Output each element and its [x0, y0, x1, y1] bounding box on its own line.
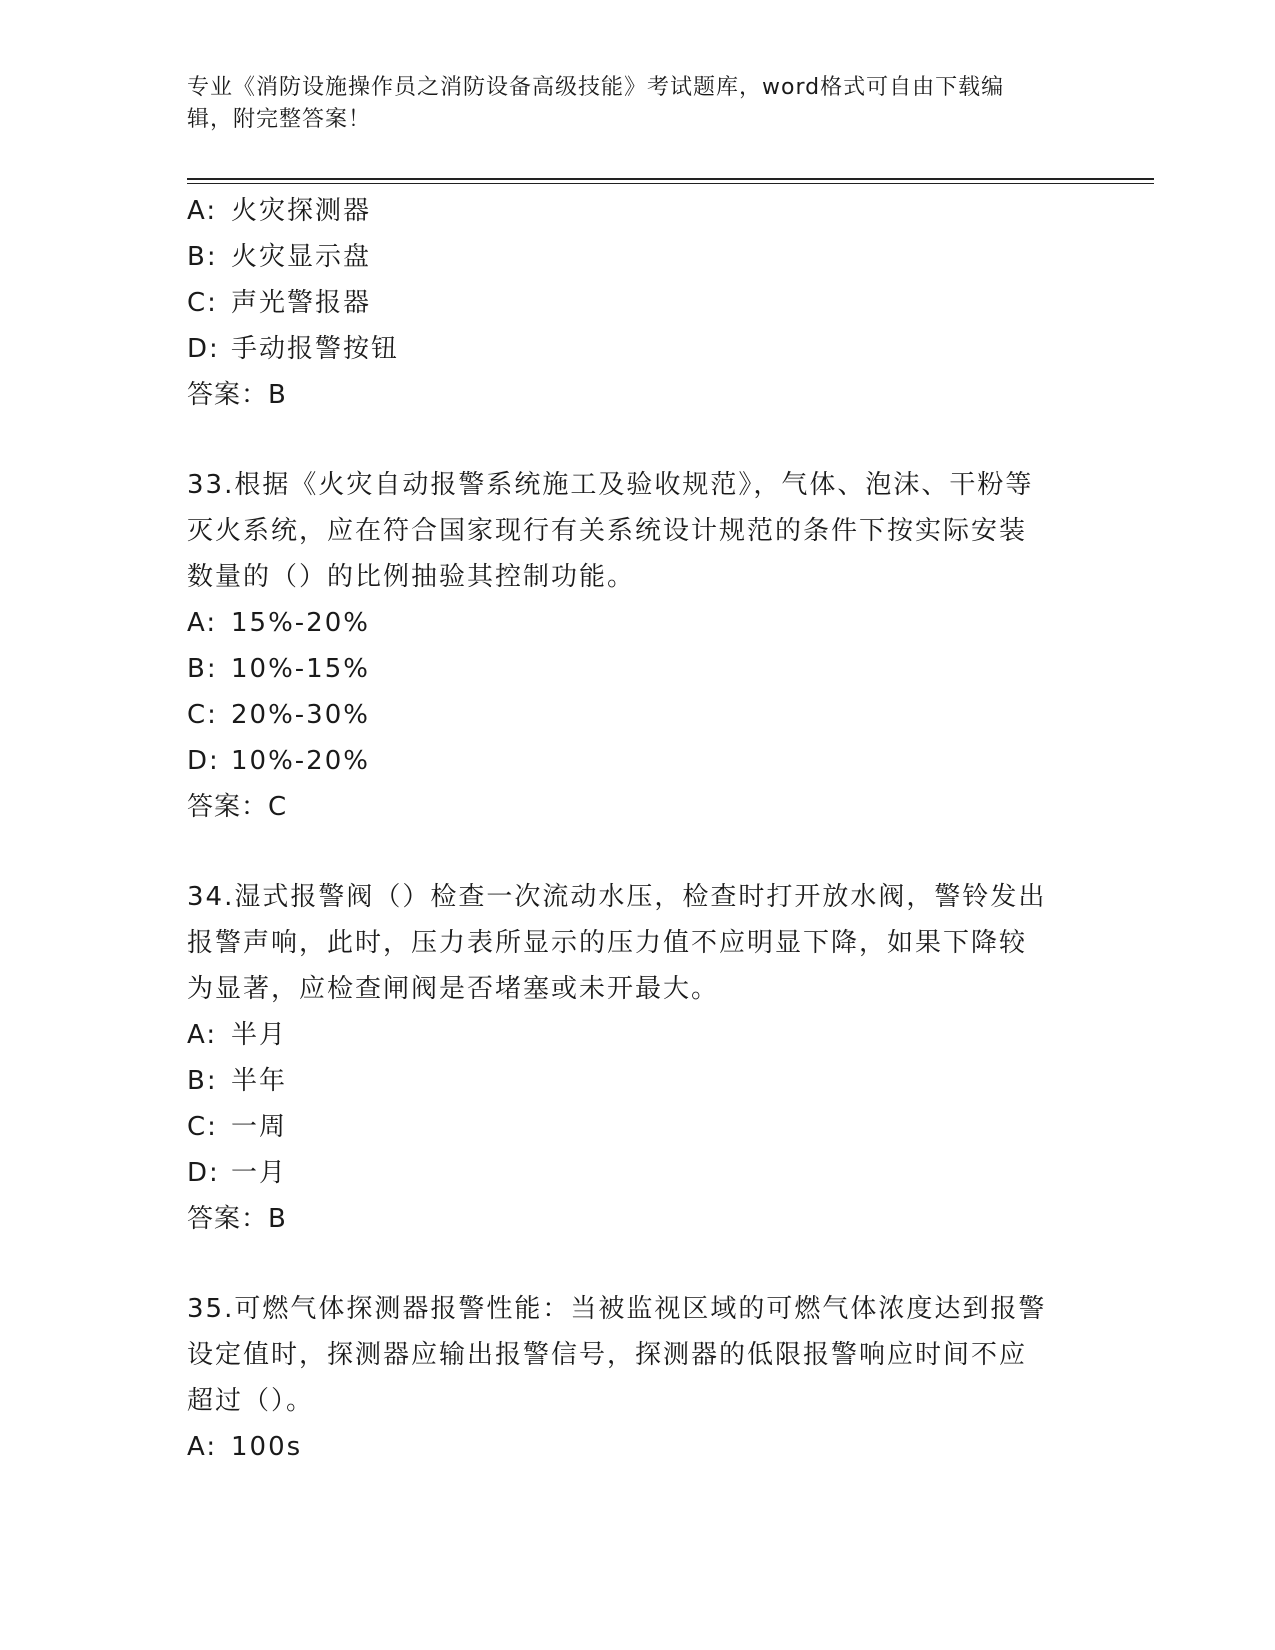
- option-d: [187, 1150, 1087, 1196]
- option-letter: D:: [187, 1158, 220, 1188]
- option-letter: B:: [187, 242, 218, 272]
- stem-line: 超过（）。: [187, 1386, 315, 1416]
- question-gap: [187, 830, 1087, 874]
- question-32: [187, 188, 1087, 418]
- question-35: [187, 1286, 1087, 1470]
- header-line-1: 专业《消防设施操作员之消防设备高级技能》考试题库，word格式可自由下载编: [187, 75, 1005, 100]
- answer-line: 答案：B: [187, 380, 287, 410]
- option-a: [187, 188, 1087, 234]
- question-34: [187, 874, 1087, 1242]
- option-letter: D:: [187, 334, 220, 364]
- stem-line: 35.可燃气体探测器报警性能：当被监视区域的可燃气体浓度达到报警: [187, 1294, 1047, 1324]
- answer-line: 答案：B: [187, 1204, 287, 1234]
- option-c: [187, 280, 1087, 326]
- option-c: [187, 692, 1087, 738]
- option-b: [187, 646, 1087, 692]
- header-divider-thick: [187, 178, 1154, 180]
- page-header: [187, 72, 1087, 136]
- option-a: [187, 600, 1087, 646]
- option-letter: C:: [187, 700, 218, 730]
- question-stem: [187, 1286, 1087, 1424]
- option-text: 15%-20%: [231, 608, 370, 638]
- option-text: 一月: [231, 1158, 288, 1188]
- option-c: [187, 1104, 1087, 1150]
- option-text: 10%-15%: [231, 654, 370, 684]
- stem-line: 数量的（）的比例抽验其控制功能。: [187, 562, 636, 592]
- option-d: [187, 738, 1087, 784]
- option-text: 火灾显示盘: [231, 242, 372, 272]
- stem-line: 设定值时，探测器应输出报警信号，探测器的低限报警响应时间不应: [187, 1340, 1028, 1370]
- option-letter: B:: [187, 1066, 218, 1096]
- option-text: 一周: [231, 1112, 288, 1142]
- option-text: 100s: [231, 1432, 303, 1462]
- option-b: [187, 234, 1087, 280]
- option-letter: B:: [187, 654, 218, 684]
- option-letter: A:: [187, 196, 218, 226]
- option-letter: D:: [187, 746, 220, 776]
- stem-line: 为显著，应检查闸阀是否堵塞或未开最大。: [187, 974, 720, 1004]
- option-text: 半年: [231, 1066, 288, 1096]
- option-a: [187, 1424, 1087, 1470]
- option-letter: A:: [187, 608, 218, 638]
- option-text: 10%-20%: [231, 746, 370, 776]
- header-line-2: 辑，附完整答案！: [187, 107, 372, 132]
- stem-line: 报警声响，此时，压力表所显示的压力值不应明显下降，如果下降较: [187, 928, 1028, 958]
- option-text: 半月: [231, 1020, 288, 1050]
- stem-line: 33.根据《火灾自动报警系统施工及验收规范》，气体、泡沫、干粉等: [187, 470, 1034, 500]
- question-stem: [187, 462, 1087, 600]
- option-letter: C:: [187, 288, 218, 318]
- stem-line: 灭火系统，应在符合国家现行有关系统设计规范的条件下按实际安装: [187, 516, 1028, 546]
- option-d: [187, 326, 1087, 372]
- question-list: [187, 188, 1087, 1470]
- question-33: [187, 462, 1087, 830]
- option-letter: C:: [187, 1112, 218, 1142]
- answer-line: 答案：C: [187, 792, 288, 822]
- option-text: 20%-30%: [231, 700, 370, 730]
- question-stem: [187, 874, 1087, 1012]
- option-letter: A:: [187, 1020, 218, 1050]
- option-a: [187, 1012, 1087, 1058]
- stem-line: 34.湿式报警阀（）检查一次流动水压，检查时打开放水阀，警铃发出: [187, 882, 1047, 912]
- option-text: 声光警报器: [231, 288, 372, 318]
- option-b: [187, 1058, 1087, 1104]
- option-text: 手动报警按钮: [231, 334, 400, 364]
- option-letter: A:: [187, 1432, 218, 1462]
- option-text: 火灾探测器: [231, 196, 372, 226]
- question-gap: [187, 1242, 1087, 1286]
- header-divider-thin: [187, 183, 1154, 184]
- question-gap: [187, 418, 1087, 462]
